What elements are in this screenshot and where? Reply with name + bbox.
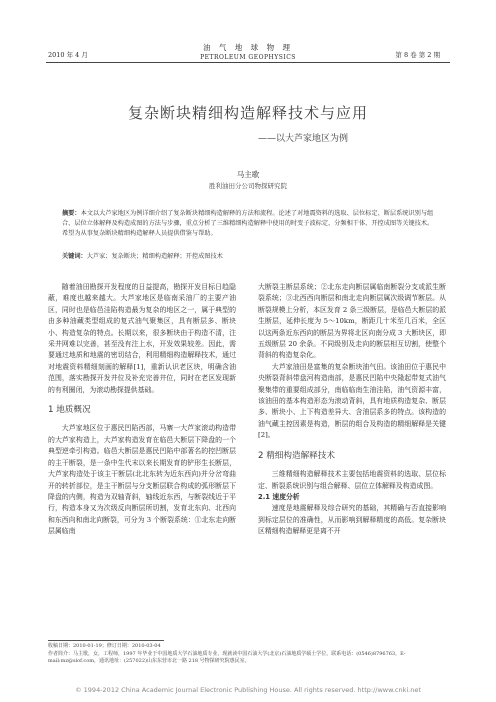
copyright-footer: © 1994-2012 China Academic Journal Electronic Publishing House. All rights reserved. http://www.cnki.net bbox=[75, 686, 421, 694]
keywords bbox=[62, 251, 436, 260]
footnote-author-info: 作者简介：马主歌，女，工程师，1997 年毕业于中国地质大学石油地质专业，现就读中国石油大学(北京)石油地质学硕士学位，联系电话：(0546)8796763，E-mail:mz@slof.com，通讯地址：(257022)山东东营市北一路 218 号物探研究院惠民室。 bbox=[48, 650, 406, 665]
section-heading-interpretation: 2 精细构造解释技术 bbox=[258, 450, 335, 461]
footnote bbox=[48, 643, 450, 666]
footnote-divider bbox=[48, 640, 164, 641]
header-issue: 第 8 卷 第 2 期 bbox=[395, 51, 440, 59]
header-date: 2010 年 4 月 bbox=[48, 51, 88, 59]
geology-paragraph-continued: 大断裂主断层系统；②北东走向断层属临南断裂分支或派生断裂系统；③北西西向断层和南北走向断层属次级调节断层。从断裂规模上分析，本区发育 2 条三级断层，是临邑大断层的派生断层，延伸长度为 5～10km，断距几十米至几百米，全区以这两条近东西向的断层为界将北区向南分成 3 大断块区，即五级断层 20 余条。不同级别及走向的断层相互切割，使整个背斜的构造复杂化。 bbox=[258, 283, 446, 360]
article-title: 复杂断块精细构造解释技术与应用 bbox=[127, 104, 368, 122]
abstract bbox=[62, 209, 436, 240]
author-name: 马主歌 bbox=[236, 170, 260, 179]
body-column-left bbox=[48, 282, 236, 538]
geology-paragraph: 大芦家地区位于惠民凹陷西部，马寨一大芦家滚动构造带的大芦家构造上，大芦家构造发育在临邑大断层下降盘的一个典型逆牵引构造。临邑大断层是惠民凹陷中部著名的控凹断层的主干断裂，是一条中生代末以来长期发育的铲形生长断层，大芦家构造处于该主干断层(北北东转为近东西向)并分岔弯曲开的转折部位，是主干断层与分支断层联合构成的弧形断层下降盘的内侧，构造为双轴背斜，轴线近东西，与断裂线近于平行，构造本身又为次级反向断层所切割，发育北东向、北西向和东西向和南北向断裂，可分为 3 个断裂系统：①北东走向断层属临南 bbox=[48, 424, 236, 536]
keywords-label: 关键词： bbox=[62, 253, 87, 260]
journal-name-cn: 油 气 地 球 物 理 bbox=[203, 43, 293, 52]
subsection-heading-velocity: 2.1 速度分析 bbox=[258, 492, 300, 501]
footnote-received: 收稿日期：2010-01-19；修订日期：2010-03-04 bbox=[48, 643, 161, 649]
journal-name-en: PETROLEUM GEOPHYSICS bbox=[200, 54, 296, 61]
author-affiliation: 胜利油田分公司物探研究院 bbox=[209, 182, 287, 190]
intro-paragraph: 随着油田勘探开发程度的日益提高，勘探开发目标日趋隐蔽，难度也越来越大。大芦家地区是临南采油厂的主要产油区，同时也是临邑洼陷构造最为复杂的地区之一，属于典型的由多种油藏类型组成的复式油气聚集区，具有断层多、断块小、构造复杂的特点。长期以来，很多断块由于构造不清，注采井网难以完善，甚至没有注上水，开发效果较差。因此，需要通过地质和地震的密切结合，利用精细构造解释技术，通过对地震资料精细刻画的解释[1]，重新认识老区块，明确含油范围，落实勘探开发井位及补充完善井位，同时在老区发现新的有利圈闭，为滚动勘探提供基础。 bbox=[48, 283, 236, 394]
oilfield-paragraph: 大芦家油田是富集的复杂断块油气田。该油田位于惠民中央断裂背斜带盘河构造南部，是惠民凹陷中央隆起带复式油气聚集带的重要组成部分，南临临南生油洼陷，油气资源丰富，该油田的基本构造形态为滚动背斜，具有地质构造复杂、断层多、断块小、上下构造差异大、含油层系多的特点。该构造的油气藏主控因素是构造，断层的组合及构造的精细解释是关键[2]。 bbox=[258, 362, 446, 440]
abstract-text: 本文以大芦家地区为例详细介绍了复杂断块精细构造解释的方法和流程。论述了对地震资料的选取、层位标定、断层系统识别与组合、层位立体解释及构造成图的方法与步骤，重点分析了三维精细构造解释中使用的时变子波标定、分频相干体、开控成图等关键技术。希望为从事复杂断块精细构造解释人员提供借鉴与帮助。 bbox=[62, 210, 434, 238]
article-subtitle: ——以大芦家地区为例 bbox=[258, 134, 349, 144]
abstract-label: 摘要： bbox=[62, 210, 81, 217]
keywords-text: 大芦家；复杂断块；精细构造解释；开控成图技术 bbox=[86, 253, 223, 260]
body-column-right bbox=[258, 282, 446, 538]
interpretation-paragraph: 三维精细构造解释技术主要包括地震资料的选取、层位标定、断裂系统识别与组合解释、层位立体解释及构造成图。 bbox=[258, 470, 446, 490]
header-divider bbox=[46, 62, 450, 63]
section-heading-geology: 1 地质概况 bbox=[48, 405, 91, 416]
velocity-paragraph: 速度是地震解释及综合研究的基础，其精确与否直接影响到标定层位的准确性，从而影响到解释精度的高低。复杂断块区精细构造解释更是离不开 bbox=[258, 504, 446, 536]
